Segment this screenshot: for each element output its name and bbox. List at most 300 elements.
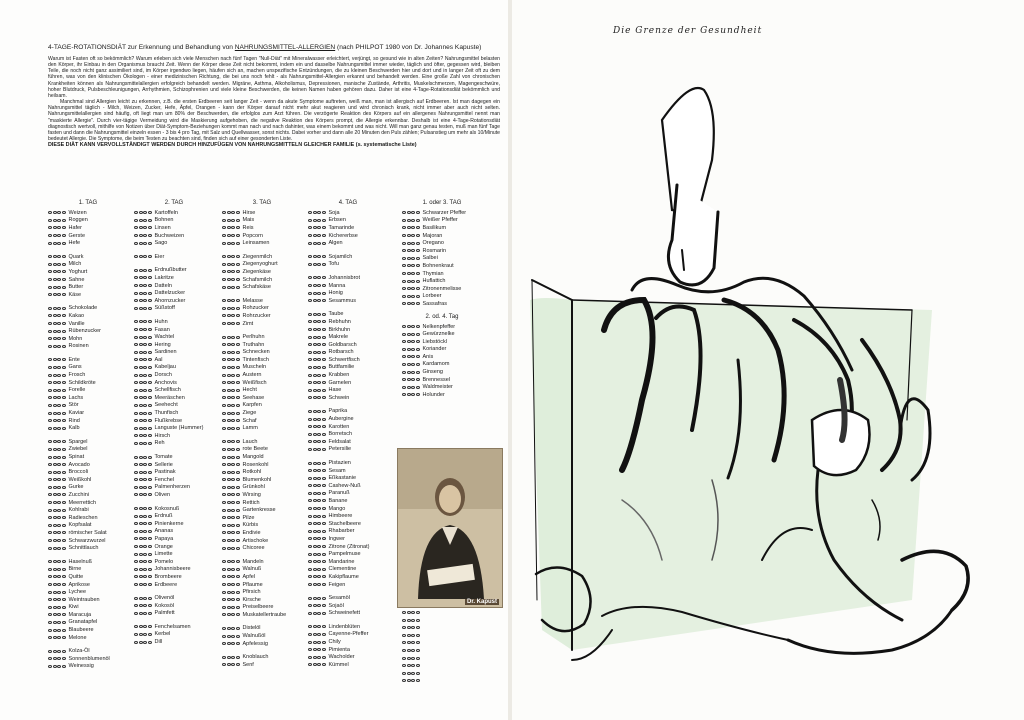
day-header: 3. TAG xyxy=(252,200,272,206)
food-row xyxy=(222,611,308,619)
rating-circles-icon xyxy=(402,355,420,358)
food-row xyxy=(308,349,394,357)
food-name: Fenchel xyxy=(154,476,175,483)
rating-circles-icon xyxy=(222,493,240,496)
food-row xyxy=(48,386,134,394)
food-row xyxy=(222,625,308,633)
rating-circles-icon xyxy=(308,648,326,651)
rating-circles-icon xyxy=(222,539,240,542)
food-name: Liebstöckl xyxy=(422,338,447,345)
food-name: Rosenkohl xyxy=(242,461,269,468)
food-row xyxy=(48,663,134,671)
food-row xyxy=(222,312,308,320)
food-name: Soja xyxy=(328,209,340,216)
food-name: Lachs xyxy=(68,394,84,401)
food-name: Koriander xyxy=(422,346,447,353)
rating-circles-icon xyxy=(134,404,152,407)
food-group xyxy=(222,297,308,327)
rating-circles-icon xyxy=(134,434,152,437)
rating-circles-icon xyxy=(48,665,66,668)
rating-circles-icon xyxy=(48,636,66,639)
food-row xyxy=(134,349,220,357)
food-row xyxy=(134,558,220,566)
food-name: Sahne xyxy=(68,276,85,283)
food-name: Apfel xyxy=(242,573,256,580)
food-name: Karpfen xyxy=(242,402,262,409)
rating-circles-icon xyxy=(134,351,152,354)
food-row xyxy=(222,544,308,552)
food-row xyxy=(134,594,220,602)
food-row xyxy=(308,261,394,269)
rating-circles-icon xyxy=(402,348,420,351)
rating-circles-icon xyxy=(308,255,326,258)
food-row xyxy=(134,364,220,372)
rating-circles-icon xyxy=(308,522,326,525)
rating-circles-icon xyxy=(222,366,240,369)
rating-circles-icon xyxy=(134,219,152,222)
food-row xyxy=(402,239,488,247)
food-row xyxy=(402,270,488,278)
rating-circles-icon xyxy=(48,547,66,550)
rating-circles-icon xyxy=(48,516,66,519)
rating-circles-icon xyxy=(402,641,420,644)
rating-circles-icon xyxy=(48,404,66,407)
food-row xyxy=(222,276,308,284)
food-name: Kerbel xyxy=(154,631,171,638)
food-row xyxy=(134,267,220,275)
food-name: Anchovis xyxy=(154,379,177,386)
rating-circles-icon xyxy=(222,471,240,474)
food-row xyxy=(402,247,488,255)
rating-circles-icon xyxy=(308,418,326,421)
rating-circles-icon xyxy=(134,568,152,571)
food-name: Cashew-Nuß xyxy=(328,482,361,489)
food-row xyxy=(308,638,394,646)
blank-row xyxy=(402,677,488,685)
food-name: Languste (Hummer) xyxy=(154,425,204,432)
food-name: Garnelen xyxy=(328,379,352,386)
food-row xyxy=(222,224,308,232)
food-name: Sesamöl xyxy=(328,595,350,602)
food-name: Bohnen xyxy=(154,217,174,224)
food-name: Thunfisch xyxy=(154,410,179,417)
food-name: Zitronenmelisse xyxy=(422,285,462,292)
food-name: Butter xyxy=(68,284,84,291)
rating-circles-icon xyxy=(134,560,152,563)
food-name: Schellfisch xyxy=(154,387,181,394)
blank-row xyxy=(402,662,488,670)
food-row xyxy=(48,573,134,581)
rating-circles-icon xyxy=(402,249,420,252)
food-name: Tamarinde xyxy=(328,224,355,231)
rating-circles-icon xyxy=(222,381,240,384)
food-name: Distelöl xyxy=(242,625,261,632)
rating-circles-icon xyxy=(222,255,240,258)
rating-circles-icon xyxy=(48,270,66,273)
food-name: Sonnenblumenöl xyxy=(68,655,110,662)
food-name: Preiselbeere xyxy=(242,604,274,611)
rating-circles-icon xyxy=(402,619,420,622)
food-row xyxy=(308,318,394,326)
rating-circles-icon xyxy=(222,358,240,361)
food-row xyxy=(222,596,308,604)
food-name: Seehecht xyxy=(154,402,178,409)
food-row xyxy=(48,312,134,320)
rating-circles-icon xyxy=(402,679,420,682)
food-name: Buttfamilie xyxy=(328,364,355,371)
food-name: Oliven xyxy=(154,491,171,498)
food-row xyxy=(308,581,394,589)
food-name: Olivenöl xyxy=(154,595,175,602)
rating-circles-icon xyxy=(134,343,152,346)
food-name: Schaf xyxy=(242,417,257,424)
rating-circles-icon xyxy=(48,278,66,281)
rating-circles-icon xyxy=(222,351,240,354)
food-row xyxy=(308,289,394,297)
food-name: Pilze xyxy=(242,514,255,521)
food-row xyxy=(402,376,488,384)
blank-row xyxy=(402,616,488,624)
food-row xyxy=(222,468,308,476)
rating-circles-icon xyxy=(134,307,152,310)
food-row xyxy=(134,543,220,551)
food-row xyxy=(134,371,220,379)
rating-circles-icon xyxy=(134,381,152,384)
food-row xyxy=(134,326,220,334)
food-name: Austern xyxy=(242,372,262,379)
food-row xyxy=(222,333,308,341)
rating-circles-icon xyxy=(308,560,326,563)
food-name: Schafsmilch xyxy=(242,276,273,283)
food-row xyxy=(134,209,220,217)
food-row xyxy=(222,632,308,640)
food-row xyxy=(222,349,308,357)
food-row xyxy=(222,424,308,432)
rating-circles-icon xyxy=(222,322,240,325)
food-name: Erdnußbutter xyxy=(154,267,187,274)
food-row xyxy=(48,209,134,217)
food-row xyxy=(48,417,134,425)
rating-circles-icon xyxy=(134,515,152,518)
rating-circles-icon xyxy=(222,627,240,630)
food-name: Limette xyxy=(154,551,173,558)
food-name: Mangold xyxy=(242,454,264,461)
food-name: Eßkastanie xyxy=(328,475,357,482)
food-row xyxy=(308,446,394,454)
food-row xyxy=(308,224,394,232)
rating-circles-icon xyxy=(134,366,152,369)
food-name: Kiwi xyxy=(68,604,79,611)
rating-circles-icon xyxy=(48,242,66,245)
food-name: Haselnuß xyxy=(68,558,93,565)
food-name: Feldsalat xyxy=(328,438,351,445)
food-row xyxy=(134,333,220,341)
rating-circles-icon xyxy=(222,211,240,214)
rating-circles-icon xyxy=(48,412,66,415)
rating-circles-icon xyxy=(402,280,420,283)
rating-circles-icon xyxy=(308,410,326,413)
rating-circles-icon xyxy=(308,604,326,607)
rating-circles-icon xyxy=(308,358,326,361)
rating-circles-icon xyxy=(48,591,66,594)
rating-circles-icon xyxy=(402,333,420,336)
rating-circles-icon xyxy=(222,591,240,594)
food-row xyxy=(48,276,134,284)
rating-circles-icon xyxy=(222,343,240,346)
food-group xyxy=(308,459,394,588)
food-name: Käse xyxy=(68,291,82,298)
rating-circles-icon xyxy=(222,568,240,571)
food-name: Bohnenkraut xyxy=(422,262,454,269)
rating-circles-icon xyxy=(48,621,66,624)
food-row xyxy=(48,611,134,619)
food-row xyxy=(48,364,134,372)
food-name: Karotten xyxy=(328,423,350,430)
food-row xyxy=(134,379,220,387)
day-column xyxy=(48,200,134,676)
food-row xyxy=(48,476,134,484)
food-name: Leinsamen xyxy=(242,240,270,247)
food-row xyxy=(222,356,308,364)
food-name: Weißfisch xyxy=(242,379,267,386)
rating-circles-icon xyxy=(134,389,152,392)
food-row xyxy=(222,232,308,240)
food-row xyxy=(134,440,220,448)
rating-circles-icon xyxy=(308,633,326,636)
food-group xyxy=(222,333,308,432)
food-name: Frosch xyxy=(68,372,86,379)
food-name: Stachelbeere xyxy=(328,520,361,527)
food-group xyxy=(134,623,220,646)
rating-circles-icon xyxy=(134,633,152,636)
food-group xyxy=(308,253,394,268)
rating-circles-icon xyxy=(222,226,240,229)
food-row xyxy=(222,522,308,530)
rating-circles-icon xyxy=(308,568,326,571)
food-name: Manna xyxy=(328,282,346,289)
food-row xyxy=(308,573,394,581)
rating-circles-icon xyxy=(48,598,66,601)
rating-circles-icon xyxy=(134,442,152,445)
food-row xyxy=(134,484,220,492)
food-row xyxy=(222,476,308,484)
food-name: Johannisbrot xyxy=(328,274,360,281)
food-name: Papaya xyxy=(154,535,174,542)
food-group xyxy=(308,274,394,304)
food-name: Birne xyxy=(68,566,82,573)
rating-circles-icon xyxy=(134,276,152,279)
food-name: Mohn xyxy=(68,335,83,342)
food-row xyxy=(134,461,220,469)
food-name: Rosinen xyxy=(68,343,89,350)
food-name: Cayenne-Pfeffer xyxy=(328,631,369,638)
food-row xyxy=(222,537,308,545)
day-column xyxy=(222,200,308,675)
rating-circles-icon xyxy=(134,604,152,607)
food-row xyxy=(308,415,394,423)
rating-circles-icon xyxy=(402,672,420,675)
food-name: Goldbarsch xyxy=(328,341,357,348)
food-name: Pfirsich xyxy=(242,589,261,596)
food-group xyxy=(48,209,134,247)
rating-circles-icon xyxy=(222,613,240,616)
food-row xyxy=(308,594,394,602)
rating-circles-icon xyxy=(222,242,240,245)
food-name: Kohlrabi xyxy=(68,507,89,514)
food-row xyxy=(308,311,394,319)
rating-circles-icon xyxy=(48,448,66,451)
food-row xyxy=(402,285,488,293)
food-row xyxy=(134,386,220,394)
food-row xyxy=(222,558,308,566)
food-row xyxy=(48,394,134,402)
rating-circles-icon xyxy=(48,255,66,258)
rating-circles-icon xyxy=(308,553,326,556)
day-header: 2. TAG xyxy=(164,200,184,206)
rating-circles-icon xyxy=(222,663,240,666)
food-row xyxy=(134,638,220,646)
food-row xyxy=(48,356,134,364)
food-name: Taube xyxy=(328,311,344,318)
rating-circles-icon xyxy=(134,255,152,258)
food-name: Flußkrebse xyxy=(154,417,183,424)
rating-circles-icon xyxy=(134,292,152,295)
rating-circles-icon xyxy=(222,501,240,504)
rating-circles-icon xyxy=(48,456,66,459)
rating-circles-icon xyxy=(134,553,152,556)
rating-circles-icon xyxy=(402,295,420,298)
food-row xyxy=(134,417,220,425)
rating-circles-icon xyxy=(308,276,326,279)
food-name: Stör xyxy=(68,402,79,409)
food-row xyxy=(308,623,394,631)
food-row xyxy=(134,505,220,513)
food-name: Kakipflaume xyxy=(328,573,359,580)
rating-circles-icon xyxy=(222,606,240,609)
food-row xyxy=(308,602,394,610)
rating-circles-icon xyxy=(308,381,326,384)
food-row xyxy=(134,520,220,528)
food-name: Chily xyxy=(328,639,341,646)
food-row xyxy=(48,268,134,276)
food-name: Schnittlauch xyxy=(68,545,99,552)
food-row xyxy=(308,520,394,528)
food-name: Lychee xyxy=(68,589,87,596)
food-row xyxy=(222,506,308,514)
food-row xyxy=(402,361,488,369)
blank-row xyxy=(402,647,488,655)
rating-circles-icon xyxy=(222,219,240,222)
rating-circles-icon xyxy=(402,649,420,652)
food-row xyxy=(48,655,134,663)
food-row xyxy=(222,379,308,387)
food-name: Hase xyxy=(328,387,342,394)
rating-circles-icon xyxy=(48,471,66,474)
food-row xyxy=(134,566,220,574)
food-name: Rhabarber xyxy=(328,528,355,535)
food-row xyxy=(134,289,220,297)
food-row xyxy=(134,581,220,589)
food-name: Sojaöl xyxy=(328,602,344,609)
food-row xyxy=(308,512,394,520)
food-row xyxy=(48,371,134,379)
food-name: Kartoffeln xyxy=(154,209,178,216)
food-name: Weißkohl xyxy=(68,476,92,483)
food-group xyxy=(308,311,394,402)
food-name: Schwein xyxy=(328,394,350,401)
food-row xyxy=(134,274,220,282)
food-row xyxy=(134,453,220,461)
food-name: Sardinen xyxy=(154,349,177,356)
rating-circles-icon xyxy=(48,322,66,325)
food-row xyxy=(48,544,134,552)
rating-circles-icon xyxy=(308,663,326,666)
food-name: Yoghurt xyxy=(68,268,88,275)
food-row xyxy=(48,626,134,634)
food-name: Datteln xyxy=(154,282,172,289)
food-name: Dattelzucker xyxy=(154,290,186,297)
rating-circles-icon xyxy=(48,486,66,489)
rating-circles-icon xyxy=(222,486,240,489)
food-name: Ente xyxy=(68,356,80,363)
rating-circles-icon xyxy=(308,328,326,331)
day-header: 2. od. 4. Tag xyxy=(425,313,459,320)
rating-circles-icon xyxy=(308,597,326,600)
rating-circles-icon xyxy=(308,625,326,628)
food-row xyxy=(48,588,134,596)
food-name: Avocado xyxy=(68,461,90,468)
food-name: Artischoke xyxy=(242,537,269,544)
rating-circles-icon xyxy=(48,358,66,361)
rating-circles-icon xyxy=(134,641,152,644)
food-row xyxy=(134,610,220,618)
food-row xyxy=(308,232,394,240)
food-row xyxy=(48,522,134,530)
food-name: Ziegenkäse xyxy=(242,268,271,275)
food-name: Paranuß xyxy=(328,490,350,497)
food-name: Huflattich xyxy=(422,278,446,285)
food-row xyxy=(48,320,134,328)
blank-row xyxy=(402,631,488,639)
rating-circles-icon xyxy=(402,664,420,667)
food-name: Wirsing xyxy=(242,491,261,498)
food-row xyxy=(134,476,220,484)
rating-circles-icon xyxy=(308,656,326,659)
food-name: Sellerie xyxy=(154,461,173,468)
rating-circles-icon xyxy=(48,539,66,542)
food-row xyxy=(134,535,220,543)
food-name: Forelle xyxy=(68,387,86,394)
food-name: Muskatellertraube xyxy=(242,611,287,618)
rating-circles-icon xyxy=(222,463,240,466)
day-column xyxy=(402,200,488,691)
food-name: Zitrone (Zitronat) xyxy=(328,543,370,550)
rating-circles-icon xyxy=(134,242,152,245)
food-name: Ziegenyoghurt xyxy=(242,261,278,268)
food-row xyxy=(308,239,394,247)
food-row xyxy=(134,550,220,558)
rating-circles-icon xyxy=(308,211,326,214)
food-name: Banane xyxy=(328,497,348,504)
rating-circles-icon xyxy=(308,425,326,428)
food-name: Linsen xyxy=(154,224,171,231)
rating-circles-icon xyxy=(222,299,240,302)
rating-circles-icon xyxy=(222,456,240,459)
food-name: Vanille xyxy=(68,320,85,327)
food-name: Pomelo xyxy=(154,558,174,565)
rating-circles-icon xyxy=(134,328,152,331)
food-name: Ahornzucker xyxy=(154,297,186,304)
